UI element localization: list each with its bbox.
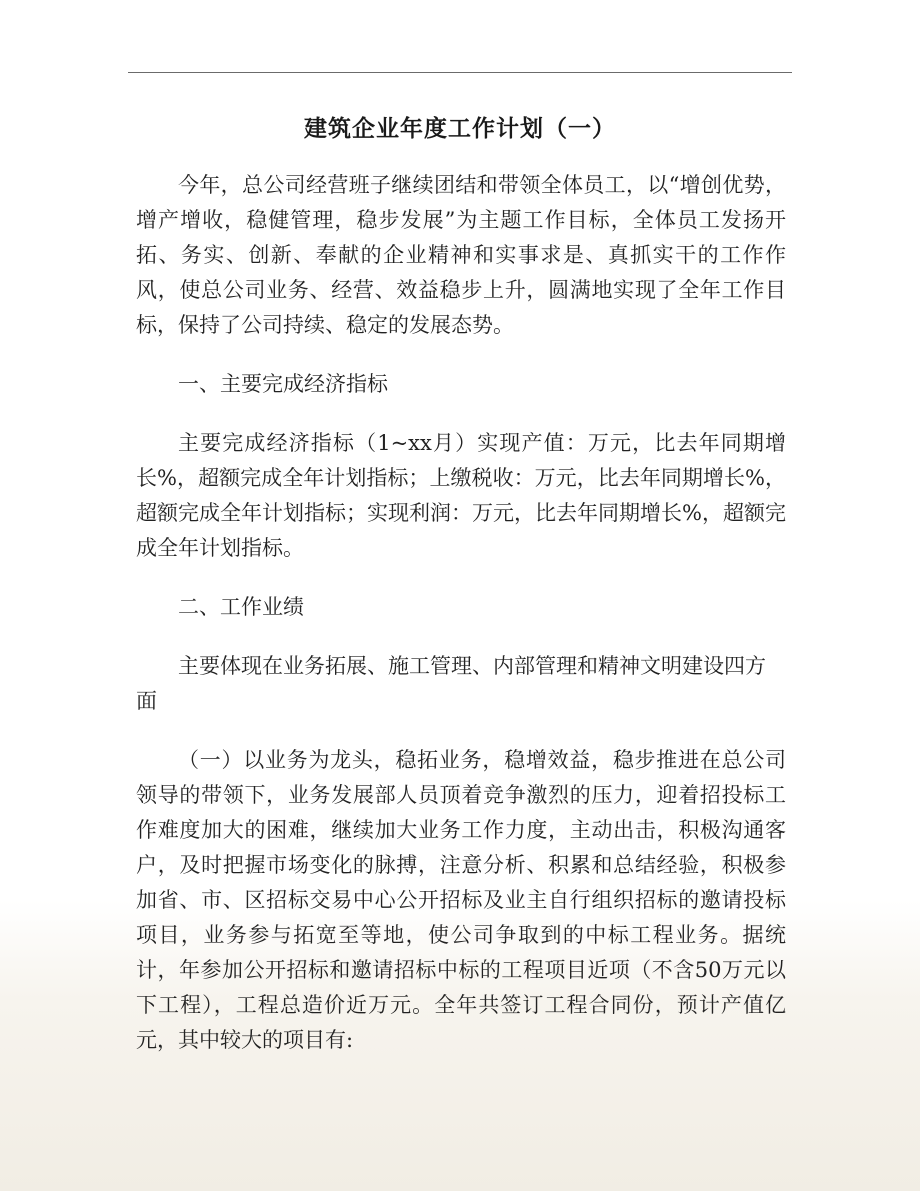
header-rule bbox=[128, 72, 792, 73]
section-heading-work-achievements: 二、工作业绩 bbox=[178, 595, 304, 619]
business-expansion-paragraph: （一）以业务为龙头，稳拓业务，稳增效益，稳步推进在总公司领导的带领下，业务发展部人员顶着竞争激烈的压力，迎着招投标工作难度加大的困难，继续加大业务工作力度，主动出击，积极沟通客户，及时把握市场变化的脉搏，注意分析、积累和总结经验，积极参加省、市、区招标交易中心公开招标及业主自行组织招标的邀请投标项目，业务参与拓宽至等地，使公司争取到的中标工程业务。据统计，年参加公开招标和邀请招标中标的工程项目近项（不含50万元以下工程），工程总造价近万元。全年共签订工程合同份，预计产值亿元，其中较大的项目有: bbox=[136, 748, 786, 1052]
document-body bbox=[136, 168, 786, 1082]
achievements-summary-line: 主要体现在业务拓展、施工管理、内部管理和精神文明建设四方面 bbox=[136, 654, 766, 713]
document-title: 建筑企业年度工作计划（一） bbox=[304, 116, 616, 142]
section-heading-economic-indicators: 一、主要完成经济指标 bbox=[178, 372, 388, 396]
intro-paragraph: 今年，总公司经营班子继续团结和带领全体员工，以“增创优势，增产增收，稳健管理，稳步发展”为主题工作目标，全体员工发扬开拓、务实、创新、奉献的企业精神和实事求是、真抓实干的工作作风，使总公司业务、经营、效益稳步上升，圆满地实现了全年工作目标，保持了公司持续、稳定的发展态势。 bbox=[136, 173, 786, 337]
economic-indicators-paragraph: 主要完成经济指标（1~xx月）实现产值：万元，比去年同期增长%，超额完成全年计划指标；上缴税收：万元，比去年同期增长%，超额完成全年计划指标；实现利润：万元，比去年同期增长%，超额完成全年计划指标。 bbox=[136, 431, 786, 560]
